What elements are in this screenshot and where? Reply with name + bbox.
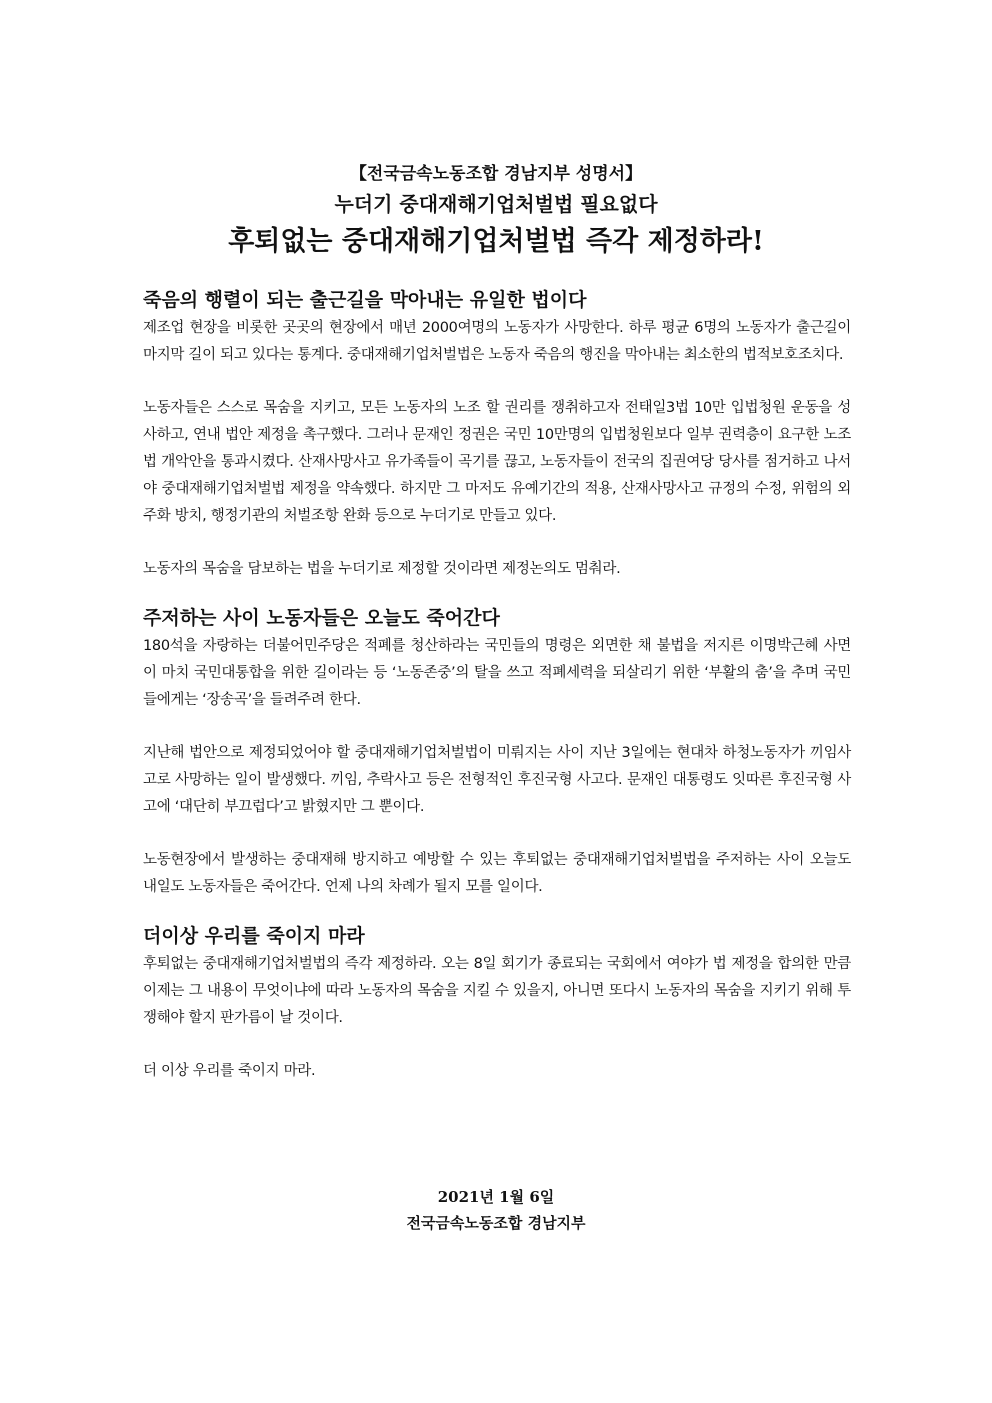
paragraph: 후퇴없는 중대재해기업처벌법의 즉각 제정하라. 오는 8일 회기가 종료되는 국회에서 여야가 법 제정을 합의한 만큼 이제는 그 내용이 무엇이냐에 따라 노동자의 목숨을 지킬 수 있을지, 아니면 또다시 노동자의 목숨을 지키기 위해 투쟁해야 할지 판가름이 날 것이다. bbox=[143, 956, 851, 1026]
document-header bbox=[0, 160, 992, 262]
paragraph: 더 이상 우리를 죽이지 마라. bbox=[143, 1063, 316, 1079]
statement-date: 2021년 1월 6일 bbox=[437, 1188, 555, 1206]
paragraph: 지난해 법안으로 제정되었어야 할 중대재해기업처벌법이 미뤄지는 사이 지난 3일에는 현대차 하청노동자가 끼임사고로 사망하는 일이 발생했다. 끼임, 추락사고 등은 전형적인 후진국형 사고다. 문재인 대통령도 잇따른 후진국형 사고에 ‘대단히 부끄럽다’고 밝혔지만 그 뿐이다. bbox=[143, 745, 851, 815]
paragraph: 제조업 현장을 비롯한 곳곳의 현장에서 매년 2000여명의 노동자가 사망한다. 하루 평균 6명의 노동자가 출근길이 마지막 길이 되고 있다는 통계다. 중대재해기업처벌법은 노동자 죽음의 행진을 막아내는 최소한의 법적보호조치다. bbox=[143, 320, 851, 363]
section-2 bbox=[143, 603, 851, 901]
paragraph: 노동현장에서 발생하는 중대재해 방지하고 예방할 수 있는 후퇴없는 중대재해기업처벌법을 주저하는 사이 오늘도 내일도 노동자들은 죽어간다. 언제 나의 차례가 될지 모를 일이다. bbox=[143, 852, 851, 895]
document-footer bbox=[0, 1184, 992, 1236]
document-body bbox=[143, 285, 851, 1085]
paragraph: 노동자들은 스스로 목숨을 지키고, 모든 노동자의 노조 할 권리를 쟁취하고자 전태일3법 10만 입법청원 운동을 성사하고, 연내 법안 제정을 촉구했다. 그러나 문재인 정권은 국민 10만명의 입법청원보다 일부 권력층이 요구한 노조법 개악안을 통과시켰다. 산재사망사고 유가족들이 곡기를 끊고, 노동자들이 전국의 집권여당 당사를 점거하고 나서야 중대재해기업처벌법 제정을 약속했다. 하지만 그 마저도 유예기간의 적용, 산재사망사고 규정의 수정, 위험의 외주화 방치, 행정기관의 처벌조항 완화 등으로 누더기로 만들고 있다. bbox=[143, 400, 851, 524]
section-heading: 주저하는 사이 노동자들은 오늘도 죽어간다 bbox=[143, 607, 500, 629]
section-1 bbox=[143, 285, 851, 583]
paragraph: 노동자의 목숨을 담보하는 법을 누더기로 제정할 것이라면 제정논의도 멈춰라. bbox=[143, 561, 621, 577]
section-heading: 더이상 우리를 죽이지 마라 bbox=[143, 925, 365, 947]
document-subtitle: 누더기 중대재해기업처벌법 필요없다 bbox=[334, 192, 658, 216]
document-title: 후퇴없는 중대재해기업처벌법 즉각 제정하라! bbox=[228, 226, 764, 257]
section-3 bbox=[143, 921, 851, 1085]
paragraph: 180석을 자랑하는 더불어민주당은 적폐를 청산하라는 국민들의 명령은 외면한 채 불법을 저지른 이명박근혜 사면이 마치 국민대통합을 위한 길이라는 등 ‘노동존중’의 탈을 쓰고 적폐세력을 되살리기 위한 ‘부활의 춤’을 추며 국민들에게는 ‘장송곡’을 들려주려 한다. bbox=[143, 638, 851, 708]
issuing-organization: 전국금속노동조합 경남지부 bbox=[406, 1214, 586, 1232]
section-heading: 죽음의 행렬이 되는 출근길을 막아내는 유일한 법이다 bbox=[143, 289, 587, 311]
statement-tag: 【전국금속노동조합 경남지부 성명서】 bbox=[349, 164, 643, 184]
